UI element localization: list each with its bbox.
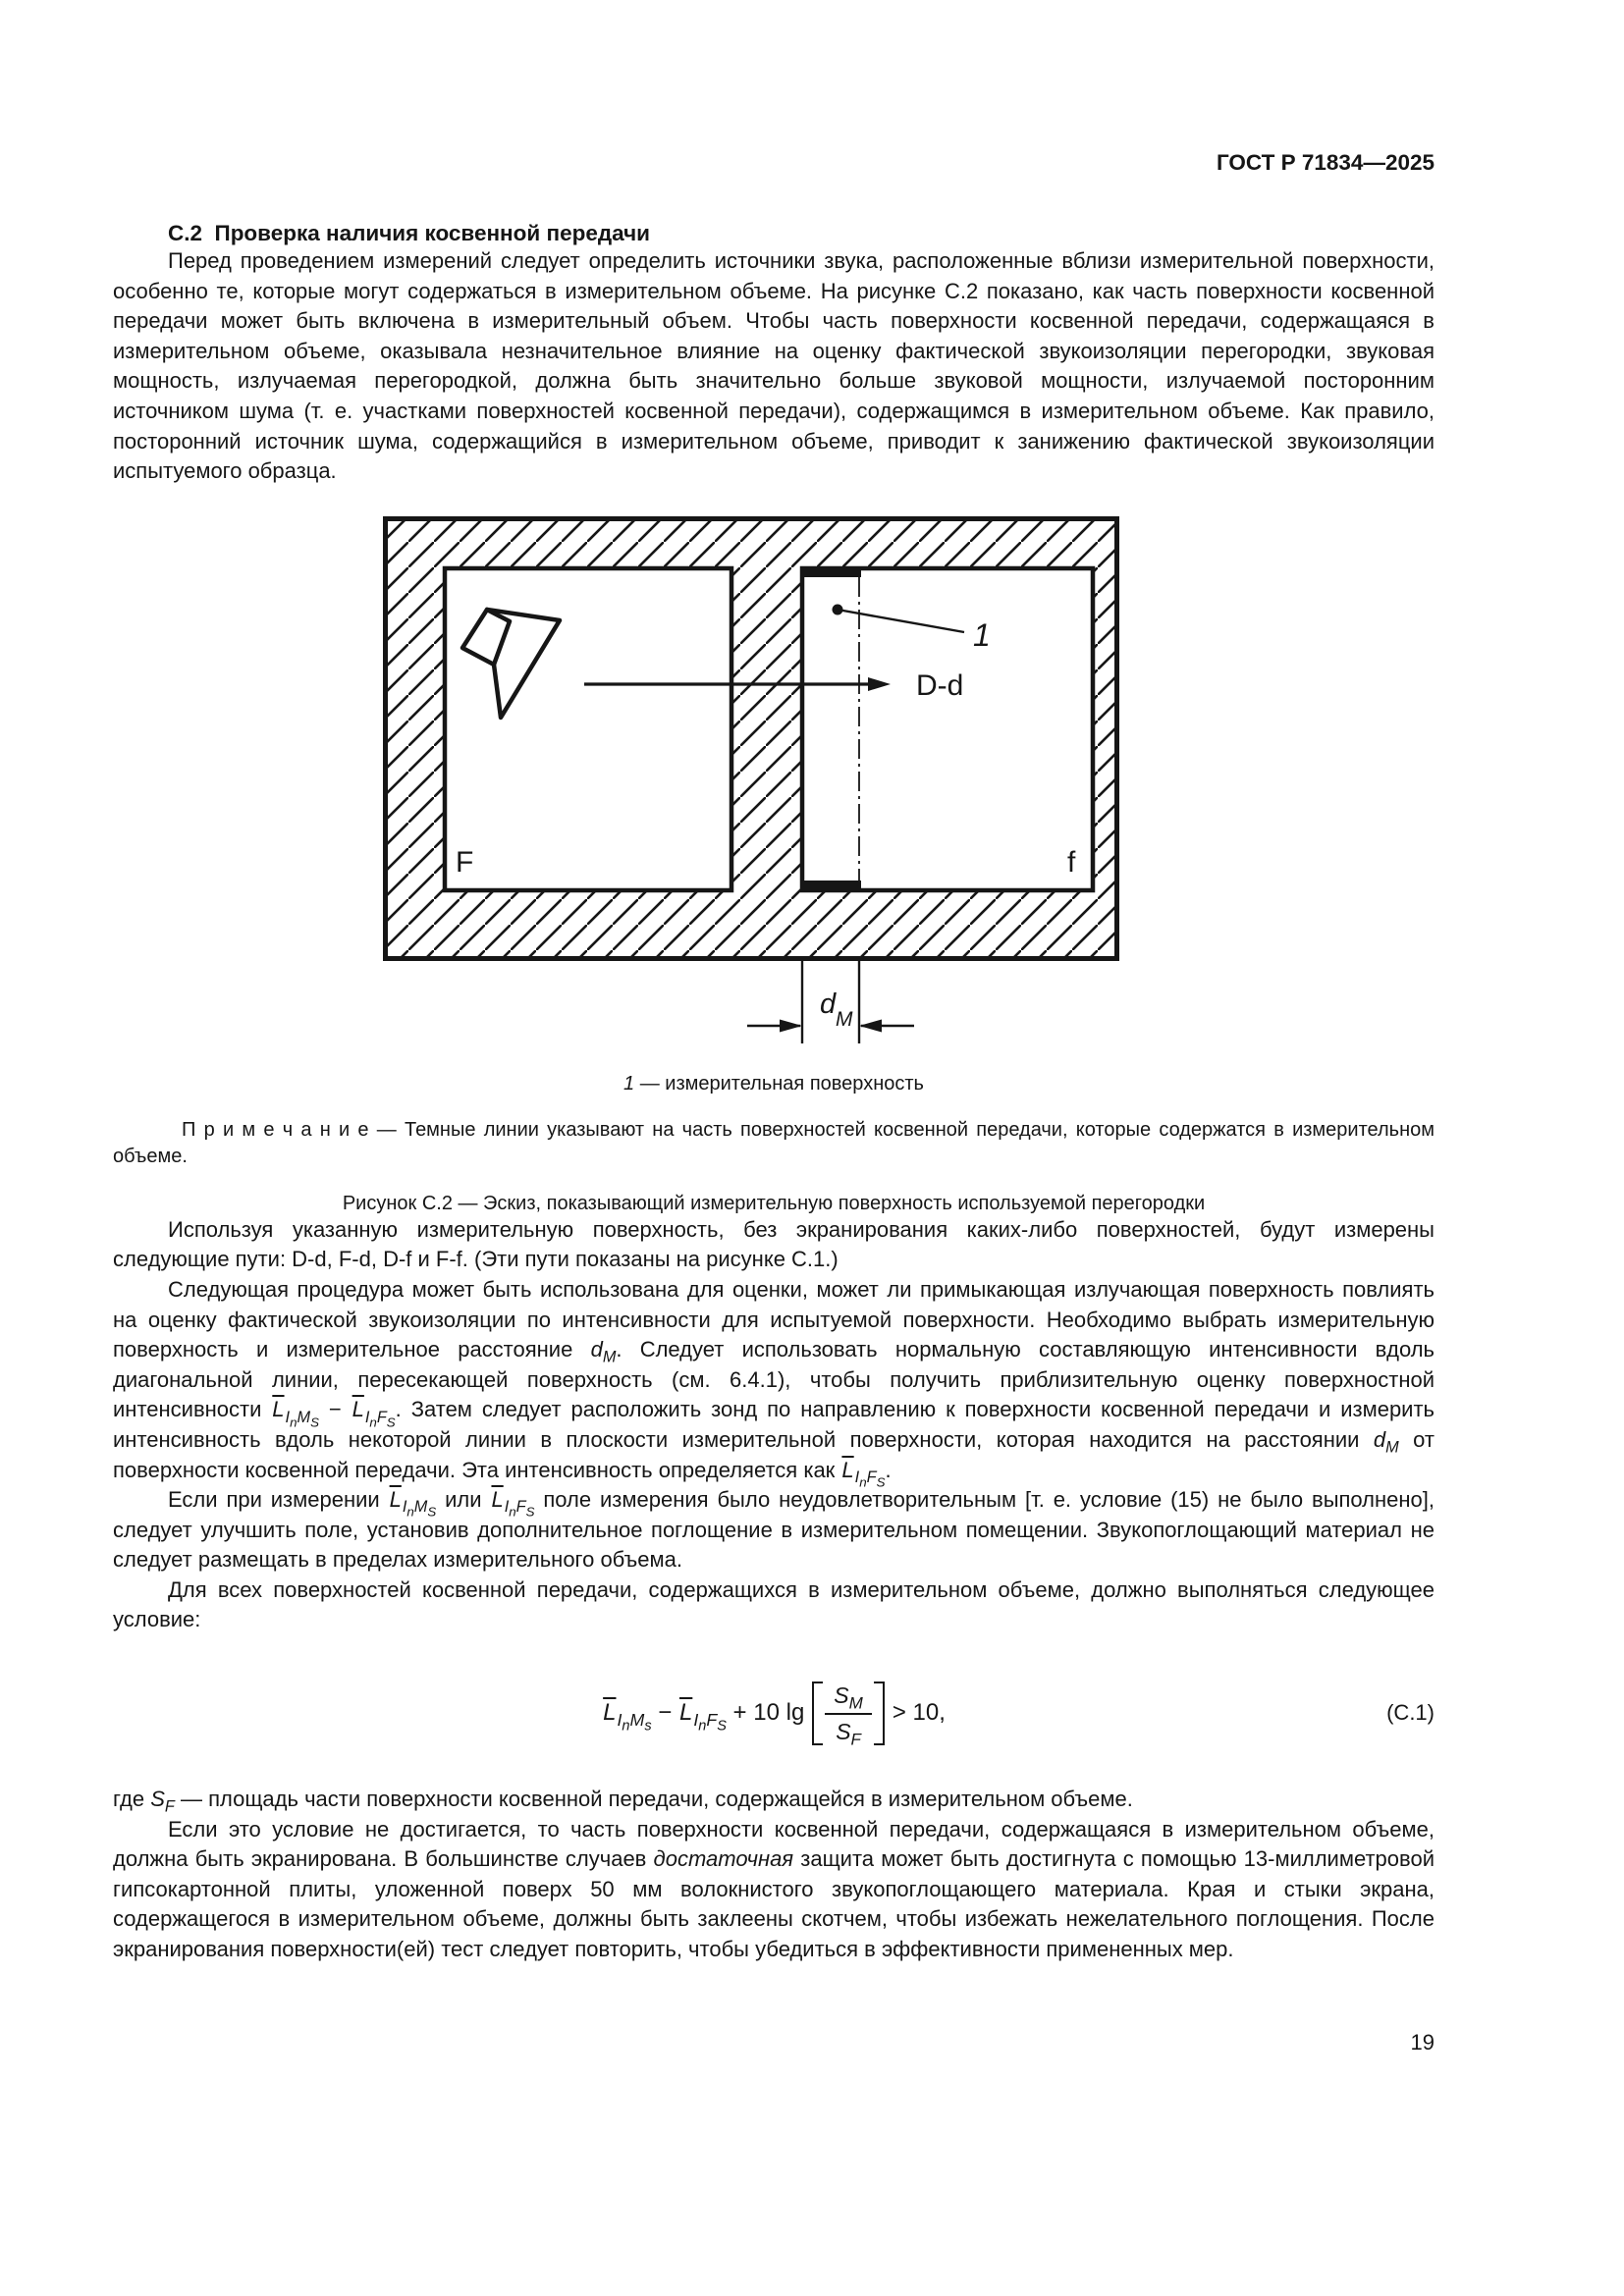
receiving-room-label: f	[1067, 845, 1076, 879]
paragraph-paths: Используя указанную измерительную поверхность, без экранирования каких-либо поверхностей, будут измерены следующие пути: D-d, F-d, D-f и F-f. (Эти пути показаны на рисунке С.1.)	[113, 1216, 1435, 1272]
direct-path-label: D-d	[916, 668, 964, 702]
area-ratio-fraction	[825, 1682, 872, 1749]
source-room-label: F	[456, 845, 474, 879]
section-heading: С.2 Проверка наличия косвенной передачи	[168, 221, 650, 245]
right-bracket	[874, 1682, 885, 1745]
figure-note: П р и м е ч а н и е — Темные линии указывают на часть поверхностей косвенной передачи, которые содержатся в измерительном объеме.	[113, 1118, 1435, 1168]
paragraph-shielding: Если это условие не достигается, то часть поверхности косвенной передачи, содержащаяся в измерительном объеме, должна быть экранирована. В большинстве случаев достаточная защита может быть достигнута с помощью 13-миллиметровой гипсокартонной плиты, уложенной поверх 50 мм волокнистого звукопоглощающего материала. Края и стыки экрана, содержащегося в измерительном объеме, должны быть заклеены скотчем, чтобы избежать нежелательного поглощения. После экранирования поверхности(ей) тест следует повторить, чтобы убедиться в эффективности примененных мер.	[113, 1816, 1435, 1962]
fraction-numerator: $S_M$	[825, 1682, 872, 1715]
equation-c1-expression	[602, 1682, 946, 1749]
paragraph-field-check: Если при измерении $\overline{L}_{I_nM_S}$ или $\overline{L}_{I_nF_S}$ поле измерения было неудовлетворительным [т. е. условие (15) не было выполнено], следует улучшить поле, установив дополнительное поглощение в измерительном помещении. Звукопоглощающий материал не следует размещать в пределах измерительного объема.	[113, 1487, 1435, 1573]
receiving-room	[802, 568, 1093, 890]
page-number: 19	[1410, 2030, 1435, 2055]
paragraph-procedure: Следующая процедура может быть использована для оценки, может ли примыкающая излучающая поверхность повлиять на оценку фактической звукоизоляции по интенсивности для испытуемой поверхности. Необходимо выбрать измерительную поверхность и измерительное расстояние $d_M$. Следует использовать нормальную составляющую интенсивности вдоль диагональной линии, пересекающей поверхность (см. 6.4.1), чтобы получить приблизительную оценку поверхностной интенсивности $\overline{L}_{I_nM_S} - \overline{L}_{I_nF_S}$. Затем следует расположить зонд по направлению к поверхности косвенной передачи и измерить интенсивность вдоль некоторой линии в плоскости измерительной поверхности, которая находится на расстоянии $d_M$ от поверхности косвенной передачи. Эта интенсивность определяется как $\overline{L}_{I_nF_S}$.	[113, 1276, 1435, 1490]
equation-lhs: $\overline{L}_{I_nM_s} - \overline{L}_{I_nF_S} + 10$ lg	[603, 1699, 805, 1735]
paragraph-condition-intro: Для всех поверхностей косвенной передачи, содержащихся в измерительном объеме, должно выполняться следующее условие:	[113, 1576, 1435, 1632]
distance-subscript-label: M	[836, 1007, 853, 1031]
figure-legend: 1 — измерительная поверхность	[623, 1072, 924, 1095]
figure-c2	[113, 516, 1435, 1215]
equation-c1	[113, 1671, 1435, 1755]
distance-symbol-label: d	[820, 988, 837, 1020]
document-code: ГОСТ Р 71834—2025	[1216, 150, 1435, 175]
figure-caption: Рисунок С.2 — Эскиз, показывающий измерительную поверхность используемой перегородки	[342, 1192, 1206, 1214]
figure-c2-drawing	[383, 516, 1119, 1051]
equation-rhs: > 10,	[892, 1699, 946, 1727]
equation-number: (С.1)	[1386, 1700, 1435, 1726]
paragraph-intro: Перед проведением измерений следует определить источники звука, расположенные вблизи измерительной поверхности, особенно те, которые могут содержаться в измерительном объеме. На рисунке С.2 показано, как часть поверхности косвенной передачи может быть включена в измерительный объем. Чтобы часть поверхности косвенной передачи, содержащаяся в измерительном объеме, оказывала незначительное влияние на оценку фактической звукоизоляции перегородки, звуковая мощность, излучаемая перегородкой, должна быть значительно больше звуковой мощности, излучаемой посторонним источником шума (т. е. участками поверхностей косвенной передачи), содержащимся в измерительном объеме. Как правило, посторонний источник шума, содержащийся в измерительном объеме, приводит к занижению фактической звукоизоляции испытуемого образца.	[113, 248, 1435, 484]
left-bracket	[812, 1682, 823, 1745]
flanking-surface-bar-bottom	[800, 881, 861, 891]
measurement-surface-ref-label: 1	[973, 616, 991, 653]
fraction-denominator: $S_F$	[836, 1718, 861, 1749]
paragraph-where: где $S_F$ — площадь части поверхности косвенной передачи, содержащейся в измерительном объеме.	[113, 1787, 1133, 1816]
flanking-surface-bar-top	[800, 566, 861, 577]
